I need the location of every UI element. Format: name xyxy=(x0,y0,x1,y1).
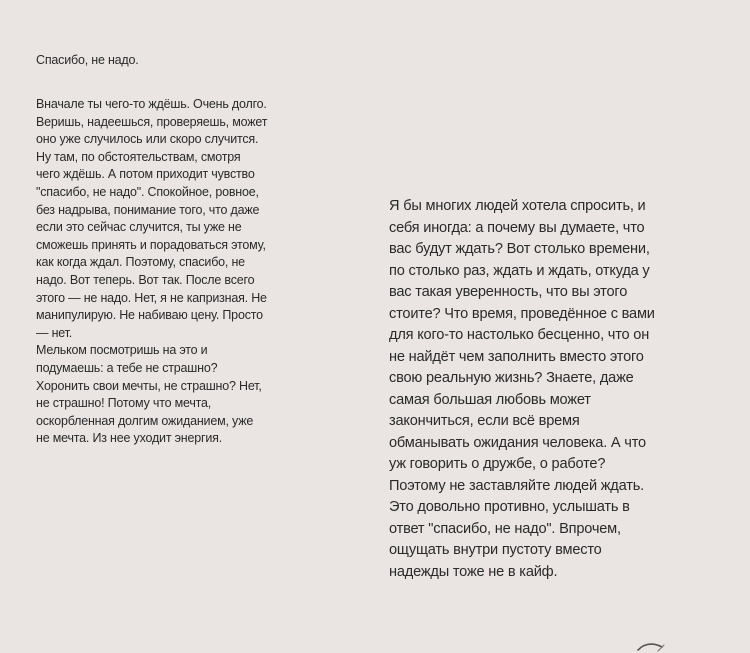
right-column-text: Я бы многих людей хотела спросить, и себя иногда: а почему вы думаете, что вас будут ждать? Вот столько времени, по столько раз, ждать и ждать, откуда у вас такая уверенность, что вы этого стоите? Что время, проведённое с вами для кого-то настолько бесценно, что он не найдёт чем заполнить вместо этого свою реальную жизнь? Знаете, даже самая большая любовь может закончиться, если всё время обманывать ожидания человека. А что уж говорить о дружбе, о работе? Поэтому не заставляйте людей ждать. Это довольно противно, услышать в ответ "спасибо, не надо". Впрочем, ощущать внутри пустоту вместо надежды тоже не в кайф. xyxy=(389,198,655,580)
pen-stroke-icon xyxy=(636,638,666,652)
left-title: Спасибо, не надо. xyxy=(36,53,139,67)
left-column-text: Вначале ты чего-то ждёшь. Очень долго. Веришь, надеешься, проверяешь, может оно уже случилось или скоро случится. Ну там, по обстоятельствам, смотря чего ждёшь. А потом приходит чувство "спасибо, не надо". Спокойное, ровное, без надрыва, понимание того, что даже если это сейчас случится, ты уже не сможешь принять и порадоваться этому, как когда ждал. Поэтому, спасибо, не надо. Вот теперь. Вот так. После всего этого — не надо. Нет, я не капризная. Не манипулирую. Не набиваю цену. Просто — нет. Мельком посмотришь на это и подумаешь: а тебе не страшно? Хоронить свои мечты, не страшно? Нет, не страшно! Потому что мечта, оскорбленная долгим ожиданием, уже не мечта. Из нее уходит энергия. xyxy=(36,97,268,446)
